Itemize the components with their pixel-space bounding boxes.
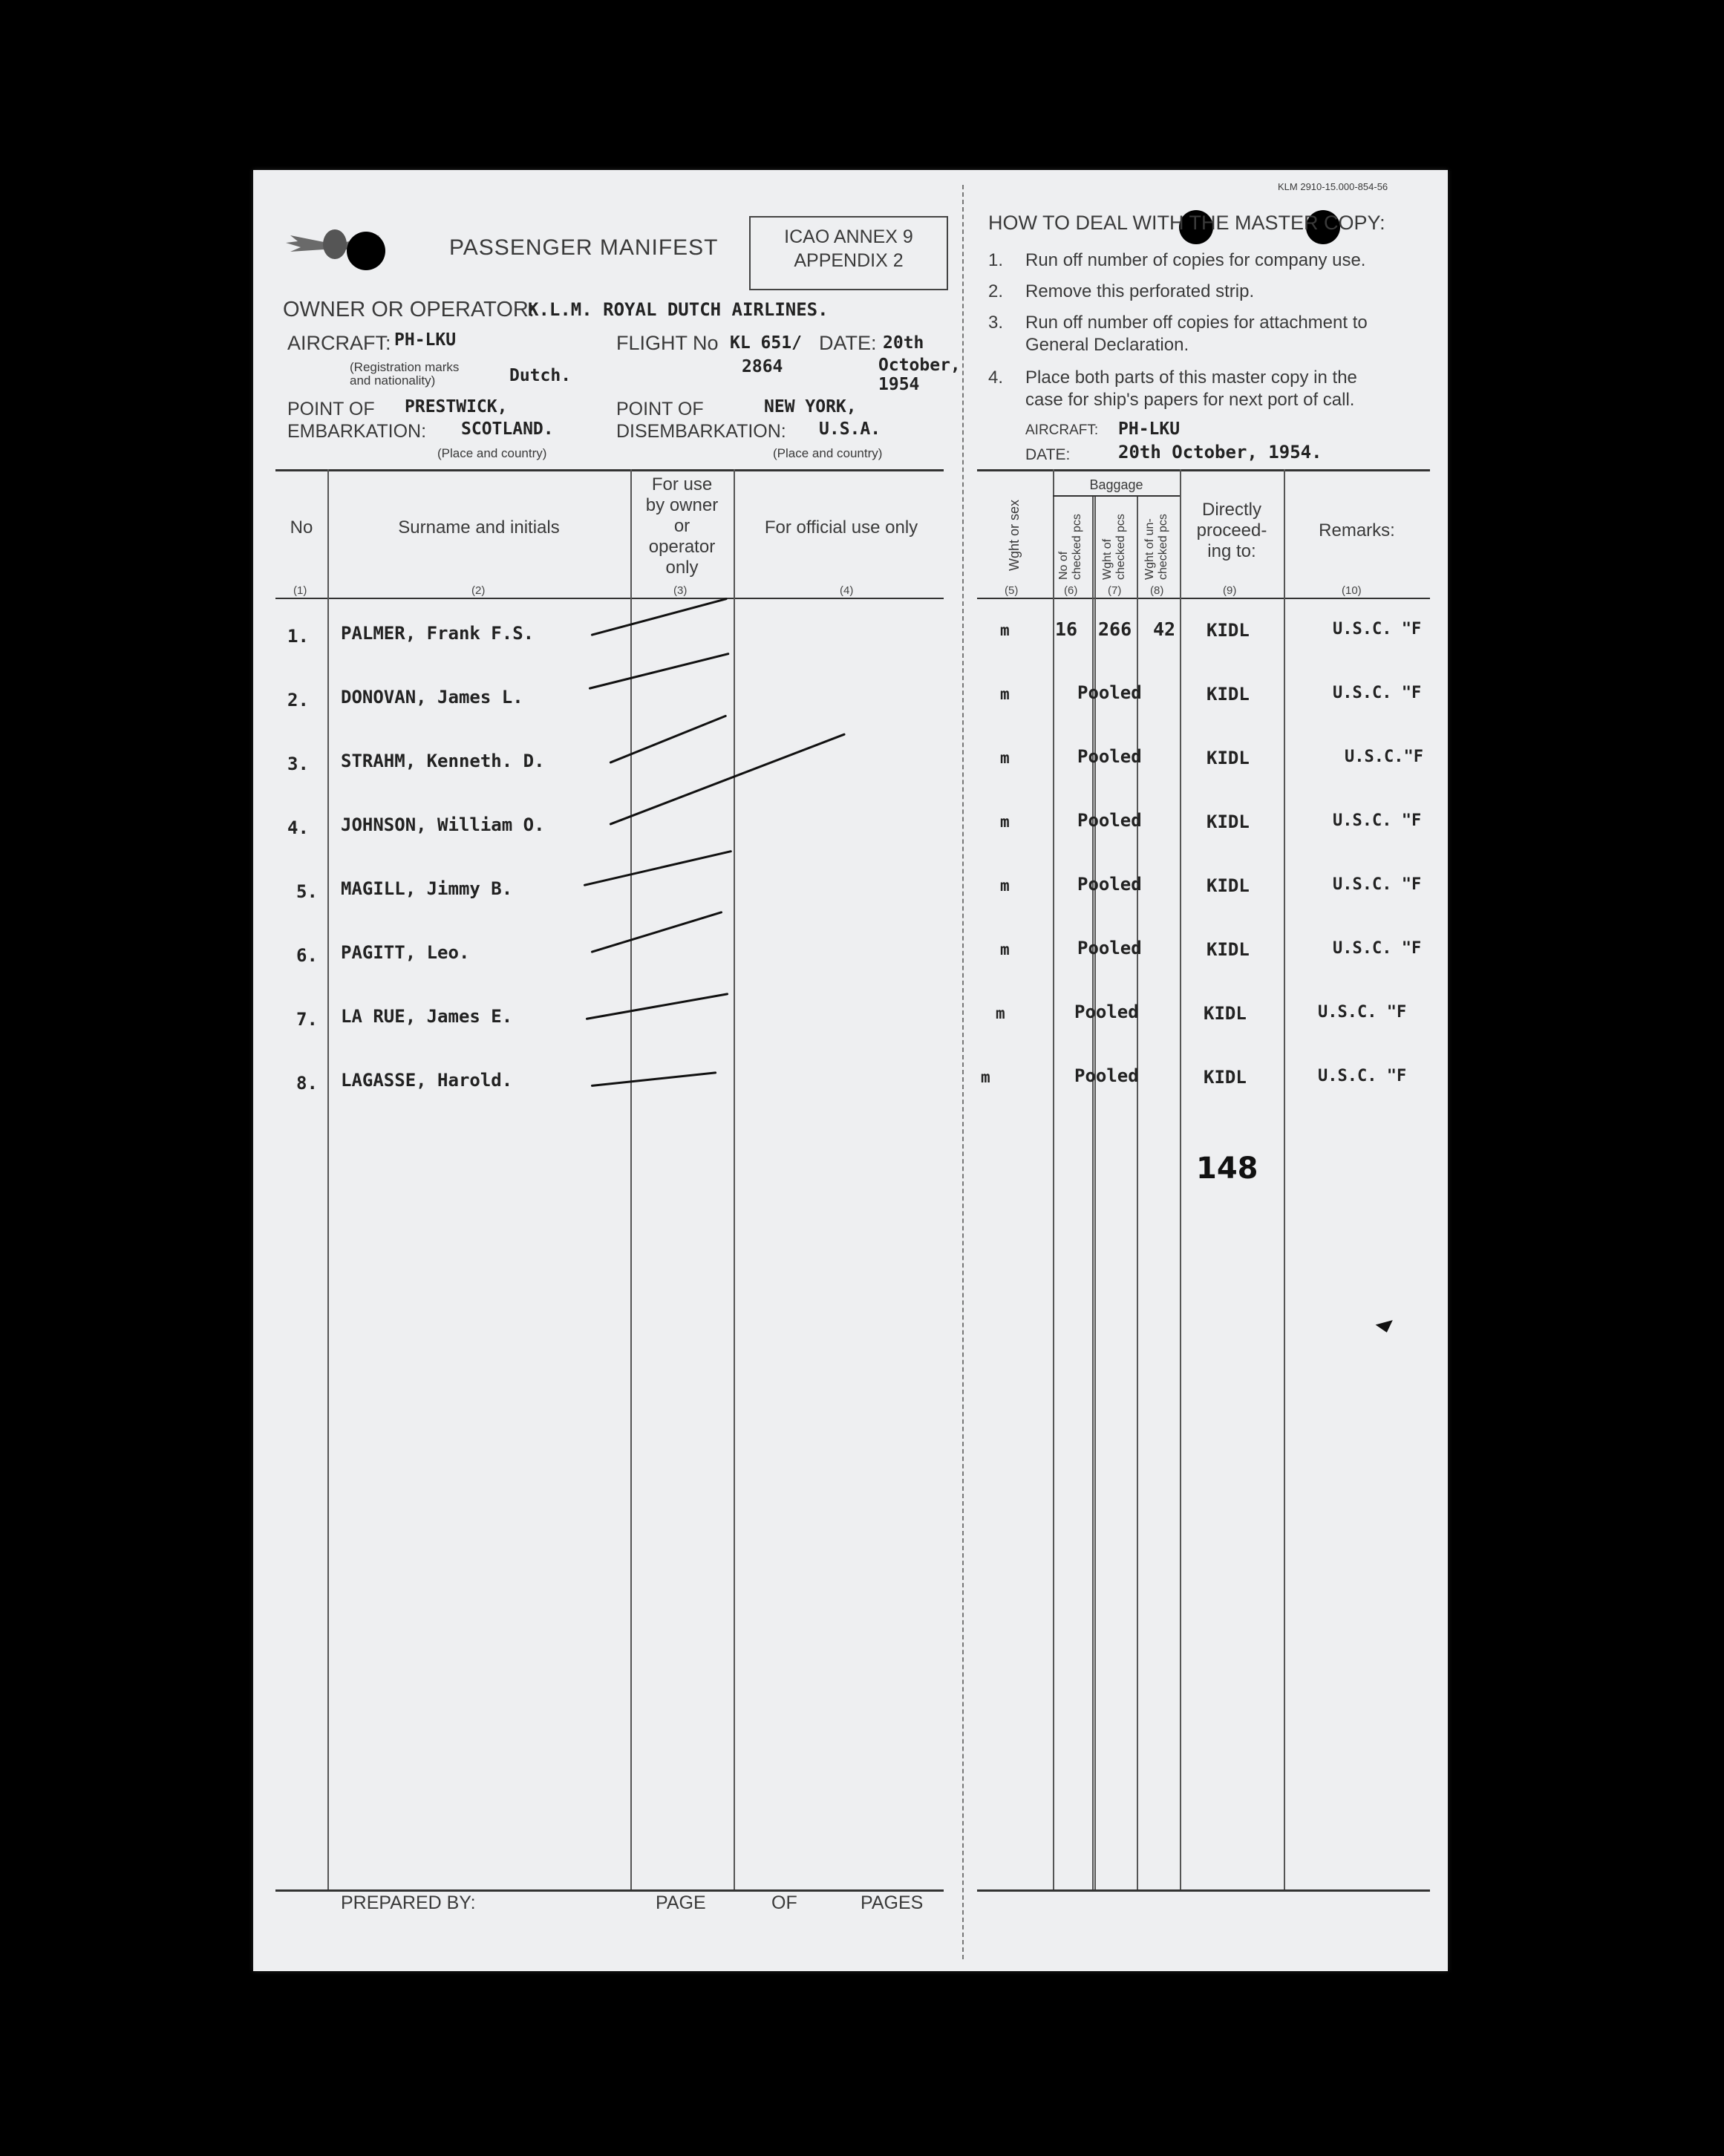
passenger-no: 2. [287, 690, 309, 710]
instruction-4-num: 4. [988, 368, 1004, 388]
date-value-2: October, [878, 356, 961, 375]
passenger-baggage: Pooled [1074, 1065, 1139, 1086]
col-num: (4) [840, 584, 854, 597]
instruction-4-text: Place both parts of this master copy in the [1025, 368, 1357, 388]
embark-label-1: POINT OF [287, 399, 375, 419]
instruction-3-text: Run off number off copies for attachment to [1025, 313, 1368, 333]
disembark-note: (Place and country) [773, 446, 883, 460]
passenger-sex: m [996, 1004, 1005, 1022]
proceeding-line: Directly [1201, 500, 1261, 520]
table-bottom-rule-right [977, 1889, 1430, 1892]
aircraft-label: AIRCRAFT: [287, 332, 391, 354]
passenger-no: 4. [287, 817, 309, 838]
prepared-by-label: PREPARED BY: [341, 1892, 476, 1913]
passenger-no: 1. [287, 626, 309, 647]
passenger-dest: KIDL [1207, 620, 1250, 641]
instruction-4-text-2: case for ship's papers for next port of call. [1025, 390, 1355, 410]
passenger-unchecked: 42 [1153, 618, 1176, 640]
col-divider [1180, 469, 1181, 1889]
page-label: PAGE [656, 1892, 706, 1913]
table-top-rule [275, 469, 944, 471]
pen-stroke [586, 993, 729, 1020]
ink-mark-icon [1376, 1320, 1396, 1335]
passenger-sex: m [1000, 621, 1010, 639]
owner-label: OWNER OR OPERATOR: [283, 298, 535, 321]
owner-value: K.L.M. ROYAL DUTCH AIRLINES. [528, 299, 829, 320]
col-baggage-header: Baggage [1089, 477, 1143, 492]
passenger-remarks: U.S.C. "F [1333, 620, 1422, 638]
col-divider [734, 469, 735, 1889]
col-remarks-header: Remarks: [1319, 520, 1395, 540]
manifest-sheet [253, 170, 1448, 1971]
col-checked-wght-header [1101, 514, 1128, 580]
disembark-label-2: DISEMBARKATION: [616, 421, 786, 442]
header-bottom-rule-right [977, 598, 1430, 599]
perforation-line [962, 185, 964, 1959]
pen-stroke [609, 714, 727, 763]
table-bottom-rule [275, 1889, 944, 1892]
pen-stroke [591, 1071, 716, 1087]
instructions-title: HOW TO DEAL WITH THE MASTER COPY: [988, 212, 1385, 234]
embark-label-2: EMBARKATION: [287, 421, 427, 442]
passenger-remarks: U.S.C."F [1345, 748, 1423, 766]
unchecked-wght-line: checked pcs [1157, 514, 1169, 580]
col-owner-use-header [630, 474, 734, 578]
embark-value-1: PRESTWICK, [405, 397, 508, 416]
annex-line2: APPENDIX 2 [794, 250, 904, 271]
date-value-1: 20th [883, 333, 924, 353]
instr-aircraft-label: AIRCRAFT: [1025, 422, 1099, 438]
col-proceeding-header [1180, 500, 1284, 562]
stamp-number: 148 [1196, 1152, 1258, 1186]
passenger-name: LA RUE, James E. [341, 1006, 513, 1027]
instruction-2-text: Remove this perforated strip. [1025, 281, 1255, 301]
owner-use-line: or [673, 516, 690, 536]
proceeding-line: proceed- [1196, 520, 1267, 540]
aircraft-value: PH-LKU [394, 330, 457, 350]
passenger-sex: m [1000, 749, 1010, 767]
col-wght-sex-header: Wght or sex [1007, 499, 1022, 571]
passenger-dest: KIDL [1207, 875, 1250, 896]
col-divider [630, 469, 632, 1889]
passenger-no: 7. [296, 1009, 318, 1030]
col-num: (10) [1342, 584, 1362, 597]
disembark-label-1: POINT OF [616, 399, 704, 419]
col-divider [1284, 469, 1285, 1889]
passenger-name: JOHNSON, William O. [341, 814, 545, 835]
col-surname-header: Surname and initials [398, 517, 560, 538]
checked-wght-line: Wght of [1101, 538, 1114, 580]
passenger-dest: KIDL [1207, 748, 1250, 768]
form-code: KLM 2910-15.000-854-56 [1278, 181, 1388, 192]
passenger-baggage: Pooled [1074, 1002, 1139, 1022]
col-official-header: For official use only [764, 517, 918, 538]
owner-use-line: For use [651, 474, 713, 494]
passenger-no: 8. [296, 1073, 318, 1094]
pen-stroke [584, 850, 732, 886]
pen-stroke [589, 653, 730, 690]
col-num: (1) [293, 584, 307, 597]
flight-label: FLIGHT No [616, 332, 719, 354]
passenger-name: PALMER, Frank F.S. [341, 623, 535, 644]
owner-use-line: only [665, 558, 699, 578]
passenger-dest: KIDL [1207, 684, 1250, 705]
passenger-no: 6. [296, 945, 318, 966]
baggage-rule [1053, 495, 1180, 497]
instruction-1-text: Run off number of copies for company use. [1025, 250, 1366, 270]
passenger-dest: KIDL [1204, 1067, 1247, 1088]
passenger-no: 3. [287, 754, 309, 774]
passenger-remarks: U.S.C. "F [1318, 1003, 1407, 1022]
passenger-baggage: Pooled [1077, 938, 1142, 958]
aircraft-note-1: (Registration marks [350, 360, 460, 374]
col-divider [1092, 497, 1094, 1889]
col-divider [1137, 497, 1138, 1889]
passenger-sex: m [981, 1068, 990, 1086]
passenger-sex: m [1000, 941, 1010, 958]
instr-date-label: DATE: [1025, 446, 1071, 463]
aircraft-note-2: and nationality) [350, 373, 436, 388]
instr-aircraft-value: PH-LKU [1118, 419, 1181, 439]
instruction-2-num: 2. [988, 281, 1004, 301]
passenger-baggage: Pooled [1077, 810, 1142, 831]
owner-use-line: by owner [645, 495, 719, 515]
flight-value-2: 2864 [742, 357, 783, 376]
passenger-sex: m [1000, 813, 1010, 831]
passenger-sex: m [1000, 877, 1010, 895]
passenger-pcs: 16 [1055, 618, 1078, 640]
checked-pcs-line: No of [1057, 551, 1070, 580]
passenger-wght: 266 [1098, 618, 1132, 640]
passenger-name: DONOVAN, James L. [341, 687, 523, 708]
passenger-name: PAGITT, Leo. [341, 942, 470, 963]
pen-stroke [591, 598, 728, 636]
col-divider [1053, 469, 1054, 1889]
instruction-3-text-2: General Declaration. [1025, 335, 1189, 355]
of-label: OF [771, 1892, 797, 1913]
passenger-no: 5. [296, 881, 318, 902]
passenger-name: STRAHM, Kenneth. D. [341, 751, 545, 771]
nationality-value: Dutch. [509, 366, 572, 385]
passenger-sex: m [1000, 685, 1010, 703]
col-checked-pcs-header [1057, 514, 1084, 580]
passenger-dest: KIDL [1207, 939, 1250, 960]
col-unchecked-wght-header [1143, 514, 1170, 580]
pages-label: PAGES [861, 1892, 924, 1913]
passenger-name: LAGASSE, Harold. [341, 1070, 513, 1091]
disembark-value-1: NEW YORK, [764, 397, 857, 416]
col-num: (5) [1005, 584, 1019, 597]
annex-line1: ICAO ANNEX 9 [784, 226, 913, 247]
unchecked-wght-line: Wght of un- [1143, 518, 1156, 580]
col-divider [327, 469, 329, 1889]
col-num: (8) [1150, 584, 1164, 597]
disembark-value-2: U.S.A. [819, 419, 881, 439]
passenger-baggage: Pooled [1077, 874, 1142, 895]
table-top-rule-right [977, 469, 1430, 471]
col-divider [1094, 497, 1096, 1889]
passenger-baggage: Pooled [1077, 682, 1142, 703]
passenger-name: MAGILL, Jimmy B. [341, 878, 513, 899]
instruction-3-num: 3. [988, 313, 1004, 333]
header-bottom-rule [275, 598, 944, 599]
pen-stroke [591, 911, 723, 953]
embark-value-2: SCOTLAND. [461, 419, 554, 439]
proceeding-line: ing to: [1207, 541, 1256, 561]
annex-box [749, 216, 948, 290]
passenger-dest: KIDL [1207, 811, 1250, 832]
punch-hole-icon [347, 232, 385, 270]
date-label: DATE: [819, 332, 877, 354]
passenger-baggage: Pooled [1077, 746, 1142, 767]
passenger-remarks: U.S.C. "F [1333, 939, 1422, 958]
checked-pcs-line: checked pcs [1071, 514, 1083, 580]
instr-date-value: 20th October, 1954. [1118, 442, 1322, 463]
owner-use-line: operator [648, 537, 716, 557]
col-num: (3) [673, 584, 688, 597]
col-no-header: No [290, 517, 313, 538]
checked-wght-line: checked pcs [1114, 514, 1127, 580]
manifest-title: PASSENGER MANIFEST [449, 235, 719, 260]
passenger-remarks: U.S.C. "F [1333, 684, 1422, 702]
flight-value: KL 651/ [730, 333, 802, 353]
passenger-remarks: U.S.C. "F [1333, 875, 1422, 894]
date-value-3: 1954 [878, 375, 920, 394]
passenger-remarks: U.S.C. "F [1318, 1067, 1407, 1085]
col-num: (2) [471, 584, 486, 597]
col-num: (6) [1064, 584, 1078, 597]
col-num: (9) [1223, 584, 1237, 597]
passenger-remarks: U.S.C. "F [1333, 811, 1422, 830]
col-num: (7) [1108, 584, 1122, 597]
instruction-1-num: 1. [988, 250, 1004, 270]
embark-note: (Place and country) [437, 446, 547, 460]
passenger-dest: KIDL [1204, 1003, 1247, 1024]
